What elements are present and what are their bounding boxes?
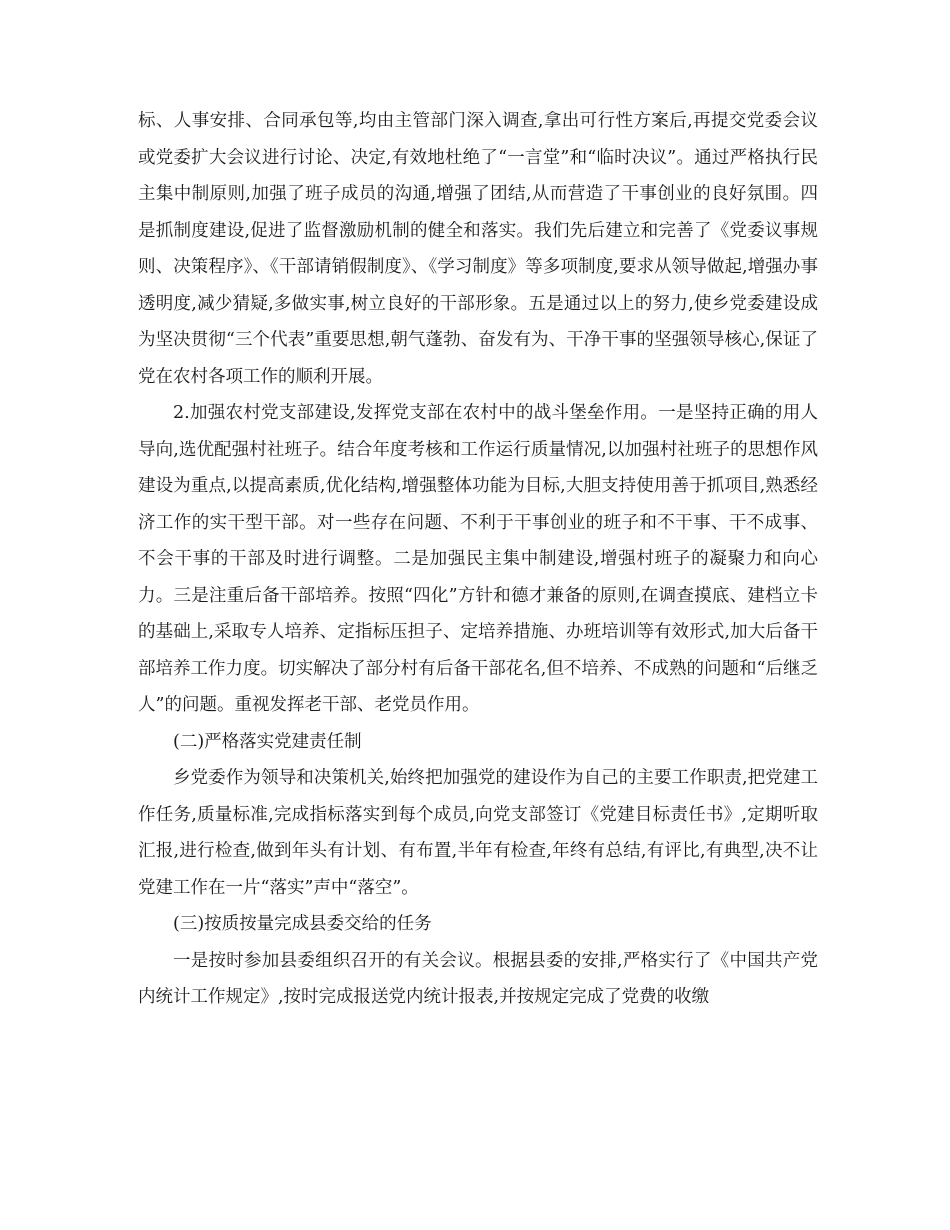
paragraph-responsibility-system: 乡党委作为领导和决策机关,始终把加强党的建设作为自己的主要工作职责,把党建工作任务,质量标准,完成指标落实到每个成员,向党支部签订《党建目标责任书》,定期听取汇报,进行检查,做到年头有计划、有布置,半年有检查,年终有总结,有评比,有典型,决不让党建工作在一片“落实”声中“落空”。 <box>138 768 818 898</box>
paragraph-party-committee-decisions: 标、人事安排、合同承包等,均由主管部门深入调查,拿出可行性方案后,再提交党委会议或党委扩大会议进行讨论、决定,有效地杜绝了“一言堂”和“临时决议”。通过严格执行民主集中制原则,加强了班子成员的沟通,增强了团结,从而营造了干事创业的良好氛围。四是抓制度建设,促进了监督激励机制的健全和落实。我们先后建立和完善了《党委议事规则、决策程序》、《干部请销假制度》、《学习制度》等多项制度,要求从领导做起,增强办事透明度,减少猜疑,多做实事,树立良好的干部形象。五是通过以上的努力,使乡党委建设成为坚决贯彻“三个代表”重要思想,朝气蓬勃、奋发有为、干净干事的坚强领导核心,保证了党在农村各项工作的顺利开展。 <box>138 111 818 387</box>
document-body <box>138 103 818 1016</box>
paragraph-county-tasks: 一是按时参加县委组织召开的有关会议。根据县委的安排,严格实行了《中国共产党内统计工作规定》,按时完成报送党内统计报表,并按规定完成了党费的收缴 <box>138 950 818 1007</box>
paragraph-village-branch-building: 2.加强农村党支部建设,发挥党支部在农村中的战斗堡垒作用。一是坚持正确的用人导向,选优配强村社班子。结合年度考核和工作运行质量情况,以加强村社班子的思想作风建设为重点,以提高素质,优化结构,增强整体功能为目标,大胆支持使用善于抓项目,熟悉经济工作的实干型干部。对一些存在问题、不利于干事创业的班子和不干事、干不成事、不会干事的干部及时进行调整。二是加强民主集中制建设,增强村班子的凝聚力和向心力。三是注重后备干部培养。按照“四化”方针和德才兼备的原则,在调查摸底、建档立卡的基础上,采取专人培养、定指标压担子、定培养措施、办班培训等有效形式,加大后备干部培养工作力度。切实解决了部分村有后备干部花名,但不培养、不成熟的问题和“后继乏人”的问题。重视发挥老干部、老党员作用。 <box>138 403 818 715</box>
section-heading-responsibility-system: (二)严格落实党建责任制 <box>173 731 362 752</box>
section-heading-county-tasks: (三)按质按量完成县委交给的任务 <box>173 914 432 934</box>
